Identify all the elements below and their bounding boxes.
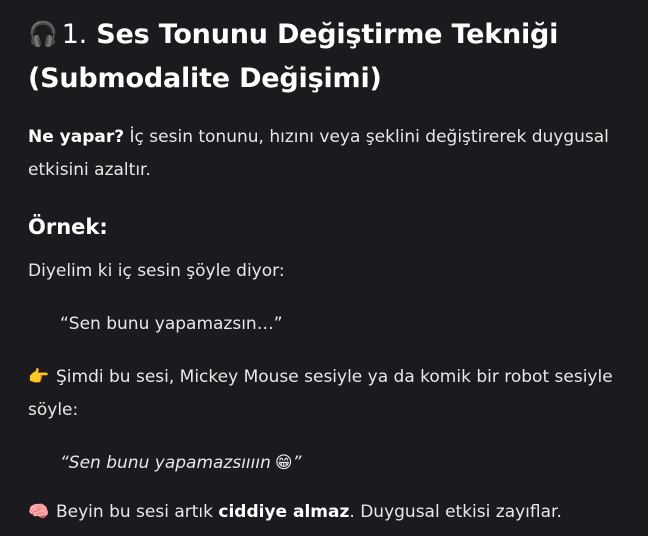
example-result-after: . Duygusal etkisi zayıflar. — [349, 502, 562, 522]
example-instruction — [28, 361, 624, 427]
example-instruction-text: Şimdi bu sesi, Mickey Mouse sesiyle ya da komik bir robot sesiyle söyle: — [28, 367, 613, 420]
example-result — [28, 496, 624, 529]
headphones-icon: 🎧 — [28, 20, 58, 48]
brain-icon: 🧠 — [28, 502, 50, 522]
example-quote: “Sen bunu yapamazsın…” — [60, 314, 283, 334]
example-quote-mocking-text: “Sen bunu yapamazsıııın — [60, 453, 271, 473]
section-title — [28, 0, 624, 101]
example-quote-mocking — [28, 447, 624, 480]
example-heading: Örnek: — [28, 215, 108, 239]
example-quote-mocking-close: ” — [292, 453, 302, 473]
example-result-bold: ciddiye almaz — [218, 502, 350, 522]
intro-paragraph — [28, 121, 624, 187]
grinning-face-icon: 😁 — [274, 453, 293, 473]
intro-text: İç sesin tonunu, hızını veya şeklini değiştirerek duygusal etkisini azaltır. — [28, 127, 609, 180]
section-number: 1. — [61, 19, 88, 50]
section-title-line1: Ses Tonunu Değiştirme Tekniği — [96, 19, 559, 50]
intro-label: Ne yapar? — [28, 127, 125, 147]
pointing-hand-icon: 👉 — [28, 367, 50, 387]
section-title-line2: (Submodalite Değişimi) — [28, 63, 382, 94]
example-setup: Diyelim ki iç sesin şöyle diyor: — [28, 261, 285, 281]
example-result-before: Beyin bu sesi artık — [56, 502, 219, 522]
